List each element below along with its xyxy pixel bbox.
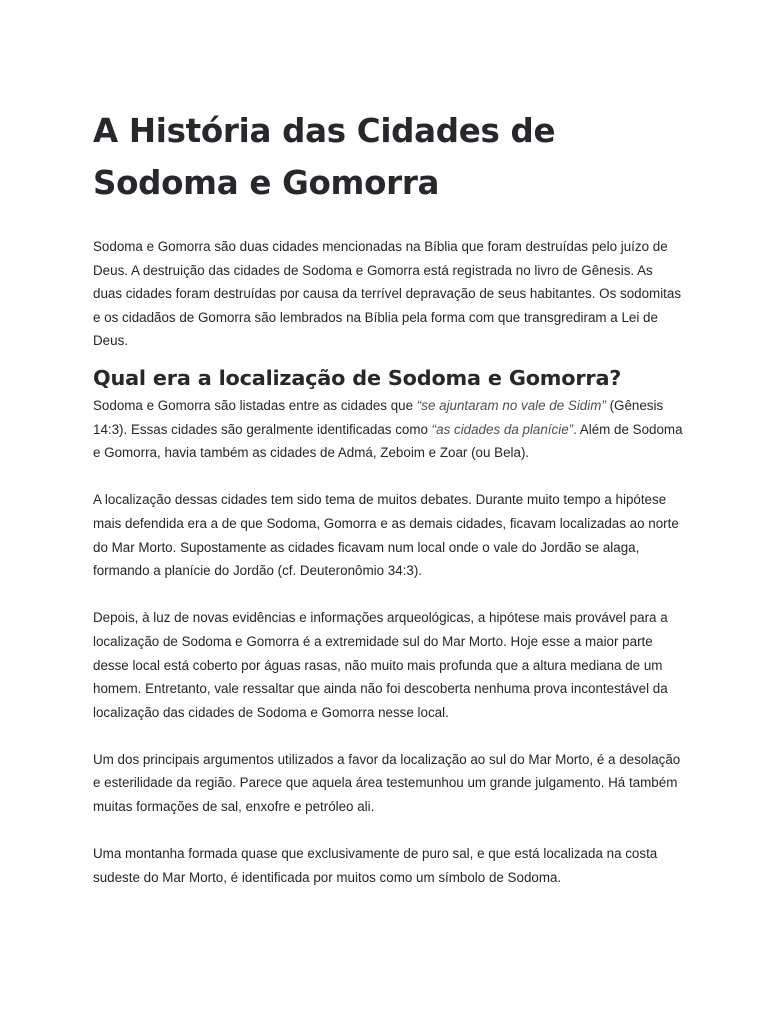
location-paragraph-1-text-b: (Gênesis 14:3). Essas cidades são geralmente identificadas como: [93, 397, 664, 437]
location-paragraph-1: [93, 394, 683, 465]
section-heading-location: Qual era a localização de Sodoma e Gomorra?: [93, 365, 622, 390]
location-paragraph-4: Um dos principais argumentos utilizados a favor da localização ao sul do Mar Morto, é a desolação e esterilidade da região. Parece que aquela área testemunhou um grande julgamento. Há também muitas formações de sal, enxofre e petróleo ali.: [93, 751, 681, 815]
spacer: [93, 209, 683, 235]
spacer: [93, 583, 683, 607]
spacer: [93, 724, 683, 748]
page-title: A História das Cidades de Sodoma e Gomorra: [93, 112, 556, 202]
location-paragraph-3: Depois, à luz de novas evidências e informações arqueológicas, a hipótese mais provável para a localização de Sodoma e Gomorra é a extremidade sul do Mar Morto. Hoje esse a maior parte desse local está coberto por águas rasas, não muito mais profunda que a altura mediana de um homem. Entretanto, vale ressaltar que ainda não foi descoberta nenhuma prova incontestável da localização das cidades de Sodoma e Gomorra nesse local.: [93, 610, 668, 720]
spacer: [93, 819, 683, 843]
location-paragraph-5: Uma montanha formada quase que exclusivamente de puro sal, e que está localizada na costa sudeste do Mar Morto, é identificada por muitos como um símbolo de Sodoma.: [93, 846, 658, 885]
quote-vale-de-sidim: “se ajuntaram no vale de Sidim”: [416, 397, 606, 413]
location-paragraph-2: A localização dessas cidades tem sido tema de muitos debates. Durante muito tempo a hipótese mais defendida era a de que Sodoma, Gomorra e as demais cidades, ficavam localizadas ao norte do Mar Morto. Supostamente as cidades ficavam num local onde o vale do Jordão se alaga, formando a planície do Jordão (cf. Deuteronômio 34:3).: [93, 492, 679, 579]
location-paragraph-1-text-c: . Além de Sodoma e Gomorra, havia também as cidades de Admá, Zeboim e Zoar (ou Bela).: [93, 421, 683, 461]
article: [93, 105, 683, 889]
intro-paragraph: Sodoma e Gomorra são duas cidades mencionadas na Bíblia que foram destruídas pelo juízo de Deus. A destruição das cidades de Sodoma e Gomorra está registrada no livro de Gênesis. As duas cidades foram destruídas por causa da terrível depravação de seus habitantes. Os sodomitas e os cidadãos de Gomorra são lembrados na Bíblia pela forma com que transgrediram a Lei de Deus.: [93, 239, 682, 349]
spacer: [93, 353, 683, 364]
location-paragraph-1-text-a: Sodoma e Gomorra são listadas entre as cidades que: [93, 397, 417, 413]
quote-cidades-da-planicie: “as cidades da planície”: [431, 421, 574, 437]
spacer: [93, 465, 683, 489]
